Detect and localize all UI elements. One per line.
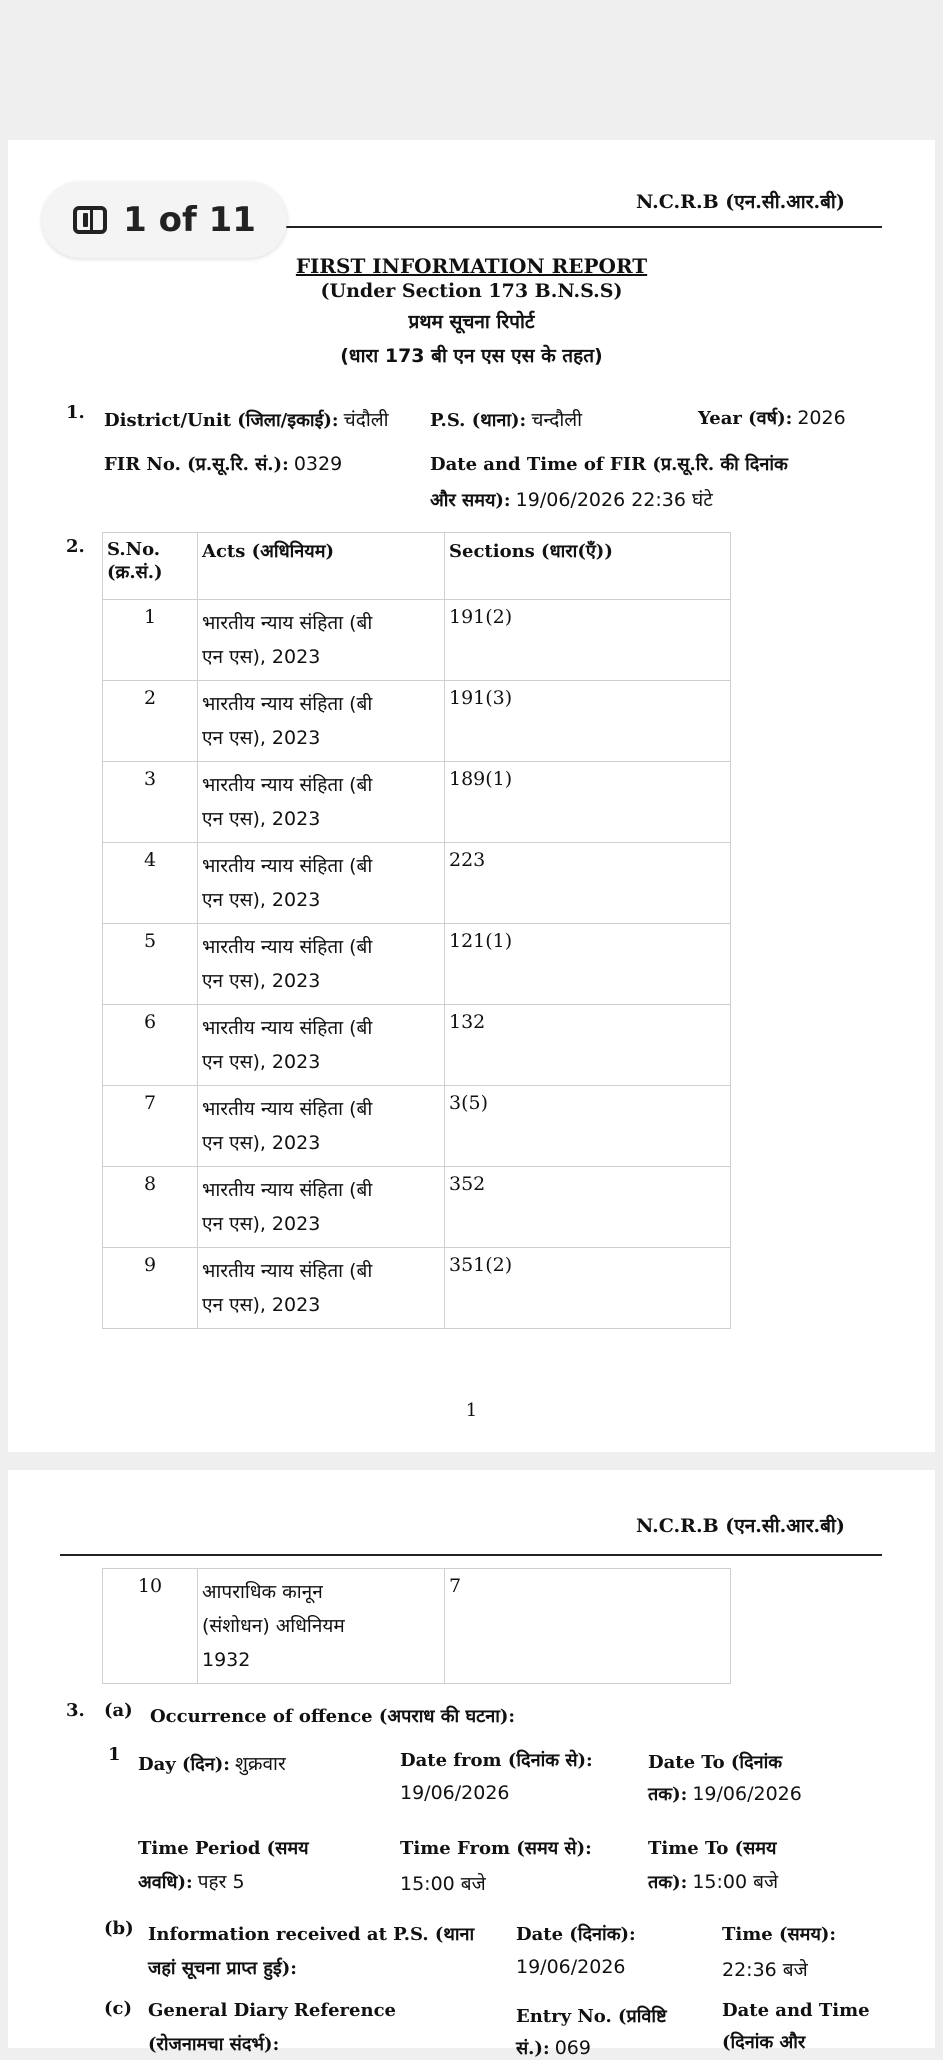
- table-row: [103, 843, 731, 924]
- acts-sections-table-continued: [102, 1568, 731, 1684]
- act-line-2: एन एस), 2023: [202, 1294, 321, 1316]
- section-3c-marker: (c): [104, 1998, 132, 2019]
- fir-number-value: 0329: [293, 453, 343, 475]
- act-line-2: एन एस), 2023: [202, 727, 321, 749]
- sno-cell: 1: [103, 600, 198, 681]
- time-period-label: Time Period (समय: [138, 1838, 309, 1859]
- report-subtitle: (Under Section 173 B.N.S.S): [320, 280, 623, 302]
- entry-number-label-2: सं.):: [516, 2038, 550, 2059]
- date-to-label-2: तक):: [648, 1784, 688, 1805]
- info-time-label: Time (समय):: [722, 1924, 837, 1945]
- sno-header: [103, 533, 198, 600]
- act-line-2: एन एस), 2023: [202, 1213, 321, 1235]
- day-field: [138, 1750, 286, 1776]
- time-to-value: 15:00 बजे: [692, 1871, 779, 1893]
- entry-number-field: [516, 2036, 591, 2060]
- occurrence-item-number: 1: [108, 1744, 121, 1765]
- ps-label: P.S. (थाना):: [430, 410, 527, 431]
- table-row: [103, 924, 731, 1005]
- act-line-1: भारतीय न्याय संहिता (बी: [202, 936, 373, 958]
- section-cell: 351(2): [445, 1248, 731, 1329]
- date-to-field: [648, 1782, 802, 1806]
- ncrb-header: N.C.R.B (एन.सी.आर.बी): [636, 191, 845, 213]
- report-title: FIRST INFORMATION REPORT: [295, 254, 648, 278]
- act-line-2: एन एस), 2023: [202, 1132, 321, 1154]
- sno-header-label: S.No.: [107, 539, 161, 560]
- act-cell: [198, 762, 445, 843]
- header-rule-2: [60, 1554, 882, 1556]
- act-line-1: भारतीय न्याय संहिता (बी: [202, 1260, 373, 1282]
- section-cell: 352: [445, 1167, 731, 1248]
- occurrence-label: Occurrence of offence (अपराध की घटना):: [150, 1706, 516, 1727]
- acts-header: [198, 533, 445, 600]
- section-cell: 7: [445, 1569, 731, 1684]
- page-indicator-text: 1 of 11: [123, 200, 256, 240]
- sno-cell: 3: [103, 762, 198, 843]
- sno-cell: 8: [103, 1167, 198, 1248]
- entry-number-label: Entry No. (प्रविष्टि: [516, 2006, 667, 2027]
- section-1-number: 1.: [66, 402, 85, 423]
- time-from-label: Time From (समय से):: [400, 1838, 592, 1859]
- year-label: Year (वर्ष):: [698, 408, 793, 429]
- sno-cell: 10: [103, 1569, 198, 1684]
- district-value: चंदौली: [343, 409, 389, 431]
- act-line-2: एन एस), 2023: [202, 970, 321, 992]
- date-from-value: 19/06/2026: [400, 1782, 510, 1804]
- police-station-field: [430, 406, 582, 432]
- act-cell: [198, 924, 445, 1005]
- sno-cell: 5: [103, 924, 198, 1005]
- table-row: [103, 1569, 731, 1684]
- act-line-1: भारतीय न्याय संहिता (बी: [202, 1017, 373, 1039]
- act-line-3: 1932: [202, 1649, 251, 1671]
- date-to-value: 19/06/2026: [692, 1783, 802, 1805]
- fir-datetime-label: Date and Time of FIR (प्र.सू.रि. की दिनांक: [430, 454, 788, 475]
- fir-number-label: FIR No. (प्र.सू.रि. सं.):: [104, 454, 289, 475]
- info-time-value: 22:36 बजे: [722, 1959, 808, 1981]
- gd-reference-label-2: (रोजनामचा संदर्भ):: [148, 2034, 280, 2055]
- gd-reference-label: General Diary Reference: [148, 2000, 396, 2021]
- year-value: 2026: [797, 407, 846, 429]
- entry-number-value: 069: [554, 2037, 591, 2059]
- fir-datetime-field: [430, 486, 713, 512]
- act-cell: [198, 681, 445, 762]
- report-title-hindi: प्रथम सूचना रिपोर्ट: [408, 311, 535, 333]
- district-label: District/Unit (जिला/इकाई):: [104, 410, 339, 431]
- sno-cell: 6: [103, 1005, 198, 1086]
- day-value: शुक्रवार: [234, 1753, 286, 1775]
- sections-header-label: Sections (धारा(एँ)): [449, 541, 613, 562]
- time-from-value: 15:00 बजे: [400, 1873, 486, 1895]
- act-line-2: एन एस), 2023: [202, 889, 321, 911]
- act-line-1: आपराधिक कानून: [202, 1581, 323, 1603]
- section-2-number: 2.: [66, 536, 85, 557]
- info-received-label-2: जहां सूचना प्राप्त हुई):: [148, 1958, 297, 1979]
- act-cell: [198, 600, 445, 681]
- sno-cell: 9: [103, 1248, 198, 1329]
- act-line-2: एन एस), 2023: [202, 1051, 321, 1073]
- act-cell: [198, 1167, 445, 1248]
- fir-page-2: [8, 1470, 935, 2059]
- section-cell: 191(2): [445, 600, 731, 681]
- section-3b-marker: (b): [104, 1918, 134, 1939]
- sections-header: [445, 533, 731, 600]
- table-row: [103, 762, 731, 843]
- info-date-value: 19/06/2026: [516, 1956, 626, 1978]
- section-3-number: 3.: [66, 1700, 85, 1721]
- sno-cell: 2: [103, 681, 198, 762]
- sno-header-hindi: (क्र.सं.): [107, 562, 163, 583]
- act-line-2: (संशोधन) अधिनियम: [202, 1615, 345, 1637]
- fir-datetime-value: 19/06/2026 22:36 घंटे: [515, 489, 713, 511]
- table-row: [103, 1167, 731, 1248]
- date-from-label: Date from (दिनांक से):: [400, 1750, 593, 1771]
- section-cell: 121(1): [445, 924, 731, 1005]
- section-cell: 3(5): [445, 1086, 731, 1167]
- section-cell: 132: [445, 1005, 731, 1086]
- time-period-field: [138, 1868, 245, 1894]
- table-row: [103, 1248, 731, 1329]
- time-to-label-2: तक):: [648, 1872, 688, 1893]
- report-subtitle-hindi: (धारा 173 बी एन एस एस के तहत): [340, 345, 603, 367]
- acts-header-label: Acts (अधिनियम): [202, 541, 335, 562]
- day-label: Day (दिन):: [138, 1754, 230, 1775]
- time-to-field: [648, 1868, 778, 1894]
- time-to-label: Time To (समय: [648, 1838, 777, 1859]
- district-field: [104, 406, 389, 432]
- fir-page-1: [8, 140, 935, 1452]
- gd-datetime-label-2: (दिनांक और: [722, 2032, 806, 2053]
- fir-number-field: [104, 452, 342, 476]
- ncrb-header-2: N.C.R.B (एन.सी.आर.बी): [636, 1515, 845, 1537]
- table-row: [103, 1086, 731, 1167]
- sno-cell: 7: [103, 1086, 198, 1167]
- section-cell: 191(3): [445, 681, 731, 762]
- time-period-label-2: अवधि):: [138, 1872, 193, 1893]
- act-cell: [198, 843, 445, 924]
- fir-datetime-label-2: और समय):: [430, 490, 511, 511]
- acts-sections-table: [102, 532, 731, 1329]
- sno-cell: 4: [103, 843, 198, 924]
- section-cell: 223: [445, 843, 731, 924]
- page-indicator-badge[interactable]: [42, 182, 287, 258]
- info-date-label: Date (दिनांक):: [516, 1924, 636, 1945]
- time-period-value: पहर 5: [197, 1871, 245, 1893]
- table-row: [103, 681, 731, 762]
- act-line-1: भारतीय न्याय संहिता (बी: [202, 693, 373, 715]
- table-row: [103, 600, 731, 681]
- ps-value: चन्दौली: [531, 409, 583, 431]
- act-cell: [198, 1569, 445, 1684]
- act-line-1: भारतीय न्याय संहिता (बी: [202, 1179, 373, 1201]
- section-3a-marker: (a): [104, 1700, 133, 1721]
- section-cell: 189(1): [445, 762, 731, 843]
- act-line-2: एन एस), 2023: [202, 646, 321, 668]
- act-cell: [198, 1005, 445, 1086]
- year-field: [698, 406, 846, 430]
- date-to-label: Date To (दिनांक: [648, 1752, 783, 1773]
- act-cell: [198, 1086, 445, 1167]
- table-header-row: [103, 533, 731, 600]
- act-line-2: एन एस), 2023: [202, 808, 321, 830]
- info-received-label: Information received at P.S. (थाना: [148, 1924, 475, 1945]
- act-line-1: भारतीय न्याय संहिता (बी: [202, 855, 373, 877]
- act-line-1: भारतीय न्याय संहिता (बी: [202, 1098, 373, 1120]
- act-line-1: भारतीय न्याय संहिता (बी: [202, 774, 373, 796]
- act-cell: [198, 1248, 445, 1329]
- table-row: [103, 1005, 731, 1086]
- gd-datetime-label: Date and Time: [722, 2000, 870, 2021]
- act-line-1: भारतीय न्याय संहिता (बी: [202, 612, 373, 634]
- page-icon: [73, 206, 107, 234]
- page-number: 1: [465, 1400, 478, 1421]
